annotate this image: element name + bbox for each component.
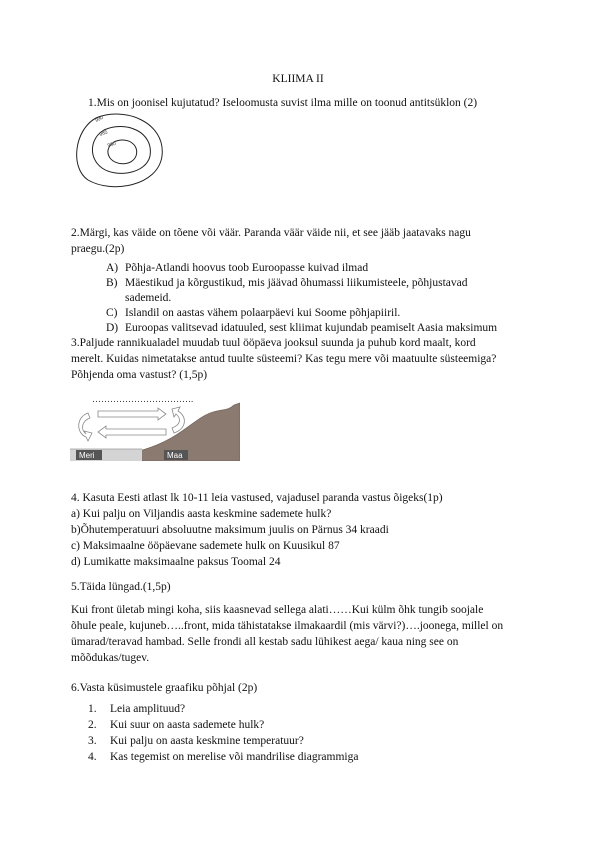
question-6-item-3-text: Kui palju on aasta keskmine temperatuur? — [110, 735, 304, 747]
statement-b-text-line2: sademeid. — [125, 292, 172, 304]
question-3-text-line1: 3.Paljude rannikualadel muudab tuul ööpäeva jooksul suunda ja puhub kord maalt, kord — [71, 337, 476, 349]
page-title: KLIIMA II — [272, 73, 324, 85]
question-2-text-line2: praegu.(2p) — [71, 243, 125, 255]
question-6-item-2-mark: 2. — [88, 719, 97, 731]
statement-b-text-line1: Mäestikud ja kõrgustikud, mis jäävad õhumassi liikumisteele, põhjustavad — [125, 277, 468, 289]
question-4-item-b: b)Õhutemperatuuri absoluutne maksimum juulis on Pärnus 34 kraadi — [71, 524, 389, 536]
isobar-outer — [77, 114, 163, 187]
question-6-item-3 — [88, 734, 358, 750]
isobar-label-outer: 990 — [94, 114, 105, 124]
isobar-diagram — [74, 108, 174, 194]
question-6-item-4-text: Kas tegemist on merelise või mandrilise diagrammiga — [110, 751, 359, 763]
question-5-text-line2: õhule peale, kujuneb…..front, mida tähistatakse ilmakaardil (mis värvi?)….joonega, millel on — [71, 620, 504, 632]
statement-c-text: Islandil on aastas vähem polaarpäevi kui Soome põhjapiiril. — [125, 307, 401, 319]
question-5-text-line1: Kui front ületab mingi koha, siis kaasnevad sellega alati……Kui külm õhk tungib soojale — [71, 604, 484, 616]
question-5-text-line4: mõõdukas/tugev. — [71, 652, 150, 664]
question-5-text-line3: ümarad/teravad hambad. Selle frondi all kestab sadu lühikest aega/ kaua ning see on — [71, 636, 459, 648]
question-4-item-c: c) Maksimaalne ööpäevane sademete hulk on Kuusikul 87 — [71, 540, 340, 552]
question-6-item-4 — [88, 750, 358, 766]
statement-b-mark: B) — [106, 277, 118, 289]
question-4-text: 4. Kasuta Eesti atlast lk 10-11 leia vastused, vajadusel paranda vastus õigeks(1p) — [71, 492, 443, 504]
statement-d-mark: D) — [106, 322, 119, 334]
question-3-text-line2: merelt. Kuidas nimetatakse antud tuulte süsteemi? Kas tegu mere või maatuulte süsteemiga? — [71, 353, 497, 365]
question-1-text: 1.Mis on joonisel kujutatud? Iseloomusta suvist ilma mille on toonud antitsüklon (2) — [88, 97, 478, 109]
question-6-item-2 — [88, 718, 358, 734]
question-6-item-1-text: Leia amplituud? — [110, 703, 186, 715]
question-6-item-3-mark: 3. — [88, 735, 97, 747]
statement-c-mark: C) — [106, 307, 118, 319]
answer-dots: ……………………………. — [92, 394, 194, 404]
statement-a-text: Põhja-Atlandi hoovus toob Euroopasse kuivad ilmad — [125, 262, 369, 274]
lower-arrow-icon — [98, 426, 166, 438]
question-5-heading: 5.Täida lüngad.(1,5p) — [71, 581, 171, 593]
question-4-item-a: a) Kui palju on Viljandis aasta keskmine sademete hulk? — [71, 508, 332, 520]
question-6-item-2-text: Kui suur on aasta sademete hulk? — [110, 719, 265, 731]
sea-breeze-diagram — [70, 393, 240, 461]
right-return-arrow-icon — [172, 407, 184, 433]
question-6-item-1 — [88, 702, 358, 718]
land-label: Maa — [167, 451, 183, 460]
statement-a-mark: A) — [106, 262, 119, 274]
upper-arrow-icon — [98, 408, 166, 420]
question-6-list — [88, 702, 358, 766]
isobar-label-inner: 980 — [106, 140, 117, 149]
sea-label: Meri — [79, 451, 95, 460]
question-6-item-1-mark: 1. — [88, 703, 97, 715]
left-return-arrow-icon — [79, 413, 92, 441]
question-3-text-line3: Põhjenda oma vastust? (1,5p) — [71, 369, 208, 381]
question-2-text-line1: 2.Märgi, kas väide on tõene või väär. Paranda väär väide nii, et see jääb jaatavaks nagu — [71, 227, 471, 239]
statement-d-text: Euroopas valitsevad idatuuled, sest kliimat kujundab peamiselt Aasia maksimum — [125, 322, 498, 334]
question-6-item-4-mark: 4. — [88, 751, 97, 763]
question-6-heading: 6.Vasta küsimustele graafiku põhjal (2p) — [71, 682, 258, 694]
isobar-label-middle: 985 — [98, 129, 109, 138]
question-4-item-d: d) Lumikatte maksimaalne paksus Toomal 24 — [71, 556, 281, 568]
